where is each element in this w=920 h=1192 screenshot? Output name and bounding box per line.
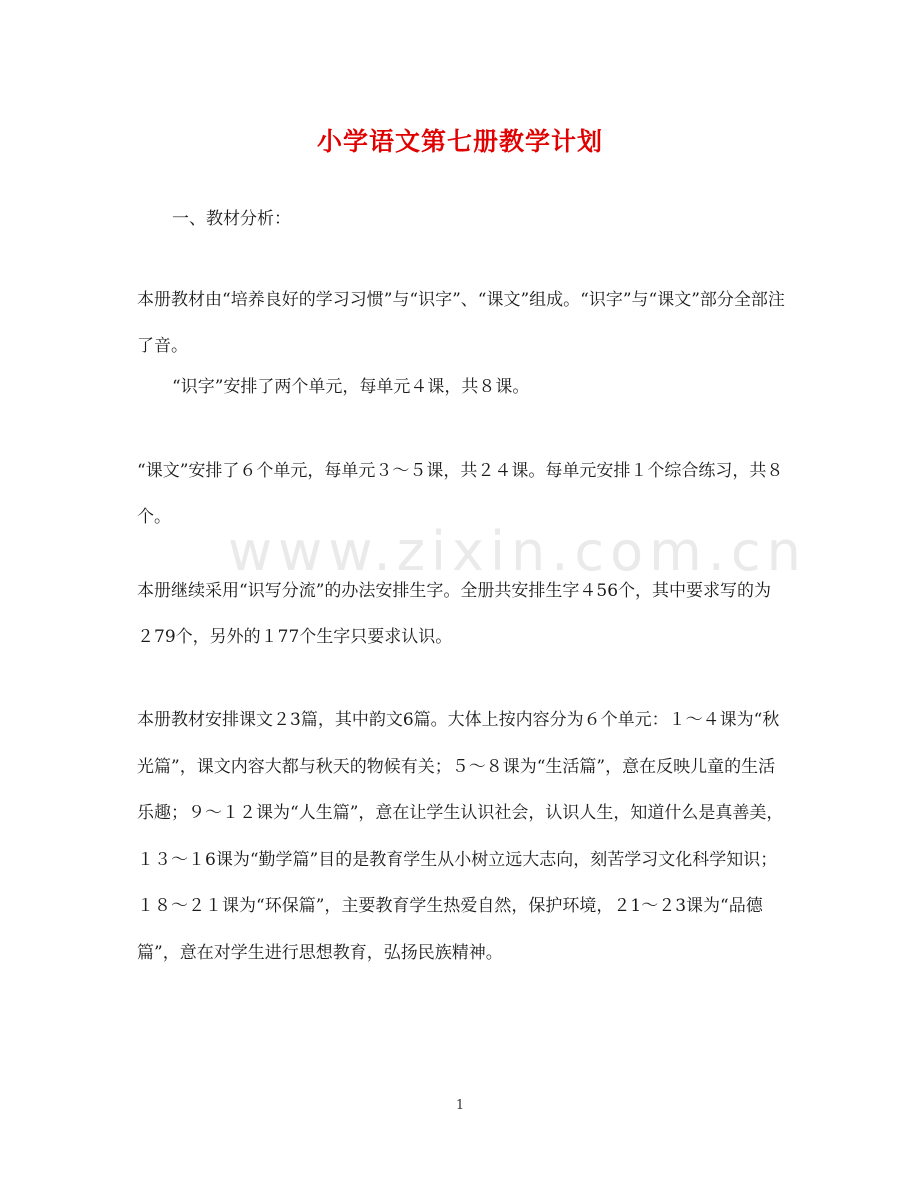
section-heading: 一、教材分析： bbox=[172, 209, 291, 229]
paragraph-literacy-units: “识字”安排了两个单元，每单元４课，共８课。 bbox=[172, 377, 530, 397]
paragraph-lesson-arrangement: 本册教材安排课文２3篇，其中韵文6篇。大体上按内容分为６个单元：１～４课为“秋光篇”，课文内容大都与秋天的物候有关；５～８课为“生活篇”，意在反映儿童的生活乐趣；９～１２课为“人生篇”，意在让学生认识社会，认识人生，知道什么是真善美，１３～１6课为“勤学篇”目的是教育学生从小树立远大志向，刻苦学习文化科学知识；１８～２１课为“环保篇”，主要教育学生热爱自然，保护环境，２1～２3课为“品德篇”，意在对学生进行思想教育，弘扬民族精神。 bbox=[137, 710, 784, 963]
page-number: 1 bbox=[455, 1098, 465, 1113]
paragraph-characters: 本册继续采用“识写分流”的办法安排生字。全册共安排生字４56个，其中要求写的为２79个，另外的１77个生字只要求认识。 bbox=[137, 581, 772, 647]
watermark: www.zixin.com.cn bbox=[228, 520, 807, 583]
paragraph-text-units: “课文”安排了６个单元，每单元３～５课，共２４课。每单元安排１个综合练习，共８个。 bbox=[137, 461, 784, 527]
paragraph-composition: 本册教材由“培养良好的学习习惯”与“识字”、“课文”组成。“识字”与“课文”部分全部注了音。 bbox=[137, 290, 785, 356]
document-title: 小学语文第七册教学计划 bbox=[316, 127, 603, 156]
